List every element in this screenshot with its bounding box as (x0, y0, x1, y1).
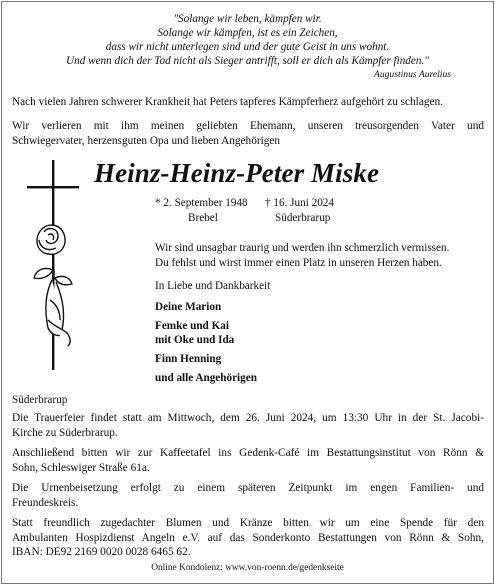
donation-line: IBAN: DE92 2169 0020 0028 6465 62. (12, 546, 191, 559)
intro-paragraph-2-line: Schwiegervater, herzensguten Opa und lieben Angehörigen (12, 134, 281, 147)
motto-line-2: Solange wir kämpfen, ist es ein Zeichen, (157, 27, 338, 39)
motto-line-1: "Solange wir leben, kämpfen wir. (173, 13, 322, 25)
motto-line-4: Und wenn dich der Tod nicht als Sieger antrifft, soll er dich als Kämpfer finden." (66, 55, 429, 67)
donation-line: Ambulanten Hospizdienst Angeln e.V. auf das Sonderkonto Bestattungen von Rönn & Sohn, (12, 531, 484, 544)
intro-paragraph-2 (12, 119, 484, 148)
coffee-line: Anschließend bitten wir zur Kaffeetafel ins Gedenk-Café im Bestattungsinstitut von Rönn & (12, 447, 484, 459)
death-date: † 16. Juni 2024 (265, 197, 334, 209)
urn-line: Freundeskreis. (12, 496, 79, 509)
funeral-line: Die Trauerfeier findet statt am Mittwoch, dem 26. Juni 2024, um 13:30 Uhr in der St. Jacobi- (12, 412, 484, 424)
intro-paragraph-1-line: Nach vielen Jahren schwerer Krankheit hat Peters tapferes Kämpferherz aufgehört zu schlagen. (12, 96, 443, 108)
birth-date: * 2. September 1948 (155, 197, 248, 209)
funeral-line: Kirche zu Süderbrarup. (12, 426, 118, 439)
funeral-paragraph (12, 411, 484, 440)
mourner-name: mit Oke und Ida (155, 334, 235, 346)
deceased-name: Heinz-Heinz-Peter Miske (94, 158, 380, 188)
mourner-name: Femke und Kai (155, 320, 229, 332)
mourner-name: Finn Henning (155, 353, 222, 365)
mourners-intro: In Liebe und Dankbarkeit (155, 280, 271, 292)
coffee-line: Sohn, Schleswiger Straße 61a. (12, 461, 150, 474)
message-line-2: Du fehlst und wirst immer einen Platz in unseren Herzen haben. (155, 257, 442, 269)
urn-line: Die Urnenbeisetzung erfolgt zu einem späteren Zeitpunkt im engen Familien- und (12, 482, 484, 494)
motto-author: Augustinus Aurelius (373, 69, 451, 80)
mourner-name: Deine Marion (155, 301, 222, 313)
intro-paragraph-1 (12, 95, 484, 110)
birth-place: Brebel (188, 212, 218, 224)
intro-paragraph-2-line: Wir verlieren mit ihm meinen geliebten Ehemann, unseren treusorgenden Vater und (12, 120, 484, 132)
cross-rose-icon (26, 160, 84, 372)
death-place: Süderbrarup (275, 212, 331, 224)
location-label: Süderbrarup (12, 394, 68, 406)
motto-line-3: dass wir nicht unterlegen sind und der gute Geist in uns wohnt. (105, 41, 390, 53)
online-condolence-link[interactable]: Online Kondolenz: www.von-roenn.de/gedenkseite (151, 563, 344, 573)
donation-line: Statt freundlich zugedachter Blumen und Kränze bitten wir um eine Spende für den (12, 517, 484, 529)
urn-paragraph (12, 481, 484, 510)
mourner-name: und alle Angehörigen (155, 372, 257, 384)
donation-paragraph (12, 516, 484, 560)
message-line-1: Wir sind unsagbar traurig und werden ihn schmerzlich vermissen. (155, 242, 450, 254)
coffee-paragraph (12, 446, 484, 475)
